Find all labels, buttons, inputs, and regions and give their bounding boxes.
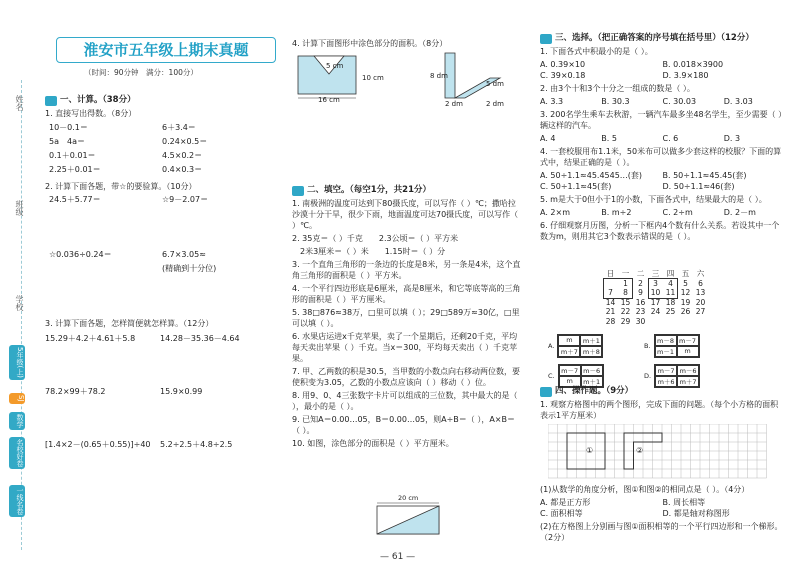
calendar-day: 14 (605, 297, 616, 307)
option-cell: m＋1 (581, 376, 603, 387)
answer-row: 0.1＋0.01＝ 4.5×0.2＝ (49, 151, 203, 160)
section-badge-icon (45, 96, 57, 106)
calendar-day: 26 (680, 307, 691, 316)
option-choice[interactable] (548, 334, 644, 358)
shape-1-label: ① (586, 446, 594, 455)
option-cell: m＋7 (558, 346, 580, 357)
calendar-highlight-box (603, 278, 633, 299)
fig1-height: 10 cm (362, 74, 384, 82)
calendar-day: 12 (680, 288, 691, 297)
fill-item: 10. 如图，涂色部分的面积是（ ）平方厘米。 (292, 439, 454, 448)
fill-item: 3. 一个直角三角形的一条边的长度是8米，另一条是4米，这个直角三角形的面积是（ ）平方米。 (292, 260, 521, 280)
question-4: 4. 计算下面图形中涂色部分的面积。（8分） (292, 39, 448, 48)
calendar-day: 29 (620, 316, 631, 326)
calendar-day (693, 317, 708, 327)
calendar-day: 8 (623, 288, 628, 297)
option-label: D. (644, 372, 652, 380)
calendar-day: 16 (635, 297, 646, 307)
option-cell: m (559, 376, 581, 387)
section-heading: 三、选择。（把正确答案的序号填在括号里）（12分） (540, 33, 785, 44)
calendar-weekday: 二 (636, 269, 645, 278)
answer-row: 10－0.1＝ 6＋3.4＝ (49, 123, 196, 132)
calendar-day: 4 (668, 278, 673, 288)
fig1-width: 16 cm (318, 96, 340, 104)
fig2-c: 5 dm (486, 80, 504, 88)
fill-item: 8. 用9、0、4三张数字卡片可以组成的三位数，其中最大的是（ ），最小的是（ ）。 (292, 391, 518, 411)
calendar-day: 20 (695, 297, 706, 307)
calendar-day: 22 (620, 307, 631, 316)
question-2: 2. 计算下面各题，带☆的要验算。（10分） (45, 182, 197, 191)
section-heading: 四、操作题。（9分） (540, 386, 785, 397)
option-cell: m－6 (677, 365, 699, 376)
question-1: 1. 直接写出得数。（8分） (45, 109, 137, 118)
option-cell: m－7 (559, 365, 581, 376)
fill-item: 2米3厘米＝（ ）米 1.15时＝（ ）分 (292, 247, 446, 256)
calendar-weekday: 一 (621, 269, 630, 278)
calendar-weekday: 六 (696, 269, 705, 278)
precision-note: (精确到十分位) (162, 264, 217, 273)
option-cell: m＋6 (655, 376, 677, 387)
calendar-day: 27 (695, 307, 706, 316)
option-choice[interactable] (644, 334, 740, 358)
option-cell: m (677, 346, 699, 357)
section-heading: 一、计算。（38分） (45, 95, 275, 106)
brand-tag: 一线名卷 (9, 485, 25, 517)
cut-line (21, 80, 22, 550)
calendar-day: 6 (698, 278, 703, 288)
fill-item: 2. 35克＝（ ）千克 2.3公顷＝（ ）平方米 (292, 234, 459, 243)
calendar-day (663, 317, 678, 327)
section-heading: 二、填空。（每空1分，共21分） (292, 185, 522, 196)
school-label: 学校 (15, 295, 24, 311)
answer-row: 5a 4a＝ 0.24×0.5＝ (49, 137, 208, 146)
page-title: 淮安市五年级上期末真题 (56, 37, 276, 63)
calendar-day: 24 (650, 307, 661, 316)
calendar-day: 9 (638, 288, 643, 297)
calendar-day: 19 (680, 297, 691, 307)
fill-item: 4. 一个平行四边形底是6厘米，高是8厘米，和它等底等高的三角形的面积是（ ）平方厘米。 (292, 284, 521, 304)
fig2-b: 2 dm (445, 100, 463, 108)
calendar-day: 21 (605, 307, 616, 316)
calendar-day: 11 (665, 288, 676, 297)
shape-2-label: ② (636, 446, 644, 455)
grade-tag: 5年级(上) (9, 345, 25, 380)
calendar-day: 28 (605, 316, 616, 326)
shaded-parallelogram-figure (440, 48, 510, 108)
operation-questions: (1)从数学的角度分析，图①和图②的相同点是（ ）。（4分） A. 都是正方形 B. 周长相等 C. 面积相等 D. 都是轴对称图形 (2)在方格图上分别画与图①面积相等的一个平行四边形和一个梯形。（2分） (540, 485, 783, 542)
column-3: 三、选择。（把正确答案的序号填在括号里）（12分） 1. 下面各式中积最小的是（ ）。 A. 0.39×10 B. 0.018×3900 C. 39×0.18 D. 3.9×180 2. 由3个十和3个十分之一组成的数是（ ）。 A. 3.3 B. 30.3 C. 30.03 D. 3.03 3. 200名学生乘车去秋游，一辆汽车最多坐48名学生，至少需要（ ）辆这样的汽车。 A. 4 B. 5 C. 6 D. 3 4. 一套校服用布1.1米，50米布可以做多少套这样的校服？下面的算式中，结果正确的是（ ）。 A. 50÷1.1≈45.4545…(套) B. 50÷1.1≈45.45(套) C. 50÷1.1≈45(套) D. 50÷1.1≈46(套) 5. m是大于0但小于1的小数，下面各式中，结果最大的是（ ）。 A. 2×m B. m÷2 C. 2÷m D. 2－m 6. 仔细观察月历图，分析一下框内4个数有什么关系。若设其中一个数为m，则用其它3个数表示错误的是（ ）。 (540, 30, 785, 244)
edition-tag: SJ (9, 393, 25, 404)
option-cell: m－8 (655, 335, 677, 346)
calendar-day: 18 (665, 297, 676, 307)
calendar-day: 7 (608, 288, 613, 297)
square-grid (548, 424, 778, 480)
calendar-day: 3 (653, 278, 658, 288)
option-cell: m－6 (581, 365, 603, 376)
calendar-highlight-box (648, 278, 678, 299)
calendar-day: 2 (638, 278, 643, 288)
calendar-day: 25 (665, 307, 676, 316)
option-label: A. (548, 342, 555, 350)
option-cell: m＋7 (677, 376, 699, 387)
fig2-a: 8 dm (430, 72, 448, 80)
calendar-day (648, 317, 663, 327)
section-badge-icon (540, 34, 552, 44)
fill-in-section (292, 182, 522, 451)
calendar-weekday: 三 (651, 269, 660, 278)
fill-item: 9. 已知A＝0.00…05，B＝0.00…05，则A÷B＝（ ），A×B＝（ ）。 (292, 415, 515, 435)
calendar-day: 17 (650, 297, 661, 307)
calendar-weekday: 四 (666, 269, 675, 278)
class-label: 班级 (15, 200, 24, 216)
option-label: B. (644, 342, 651, 350)
calendar-day: 5 (683, 278, 688, 288)
fill-item: 1. 南极洲的温度可达到下80摄氏度，可以写作（ ）℃；撒哈拉沙漠十分干旱，很少下雨，地面温度可达70摄氏度，可以写作（ ）℃。 (292, 199, 519, 230)
calendar-weekday: 日 (606, 269, 615, 278)
answer-row: 2.25＋0.01＝ 0.4×0.3＝ (49, 165, 203, 174)
option-cell: m＋8 (580, 346, 602, 357)
series-tag: 名校好卷 (9, 437, 25, 469)
calendar-day: 15 (620, 297, 631, 307)
calendar-day: 13 (695, 288, 706, 297)
name-label: 姓名 (15, 95, 24, 111)
question-3: 3. 计算下面各题，怎样简便就怎样算。（12分） (45, 319, 214, 328)
option-cell: m＋1 (580, 335, 602, 346)
fig-width-label: 20 cm (398, 494, 419, 502)
calendar-day: 10 (650, 288, 661, 297)
option-cell: m－7 (655, 365, 677, 376)
option-cell: m (558, 335, 580, 346)
column-1: 一、计算。（38分） 1. 直接写出得数。（8分） 10－0.1＝ 6＋3.4＝ 5a 4a＝ 0.24×0.5＝ 0.1＋0.01＝ 4.5×0.2＝ 2.25＋0.01＝ 0.4×0.3＝ 2. 计算下面各题，带☆的要验算。（10分） 24.5＋5.77＝ ☆9－2.07＝ ☆0.036÷0.24＝ 6.7×3.05≈ (精确到十分位) 3. 计算下面各题，怎样简便就怎样算。（12分） 15.29＋4.2＋4.61＋5.8 14.28－35.36－4.64 78.2×99＋78.2 15.9×0.99 [1.4×2－(0.65＋0.55)]÷40 5.2÷2.5＋4.8÷2.5 (45, 92, 275, 450)
fill-item: 7. 甲、乙两数的积是30.5，当甲数的小数点向右移动两位数，要使积变为3.05，乙数的小数点应该向（ ）移动（ ）位。 (292, 367, 520, 387)
option-label: C. (548, 372, 555, 380)
section-badge-icon (540, 387, 552, 397)
operation-section: 四、操作题。（9分） 1. 观察方格图中的两个图形，完成下面的问题。（每个小方格的面积表示1平方厘米） (540, 383, 785, 423)
fig2-d: 2 dm (486, 100, 504, 108)
calendar-grid (603, 269, 708, 326)
page-number: — 61 — (380, 552, 416, 562)
binding-sidebar (0, 0, 36, 573)
fill-item: 5. 38□876≈38万，□里可以填（ ）；29□589万≈30亿，□里可以填（ ）。 (292, 308, 520, 328)
calendar-day: 23 (635, 307, 646, 316)
calendar-day: 30 (635, 316, 646, 326)
option-cell: m－1 (655, 346, 677, 357)
fill-item: 6. 水果店运进x千克苹果，卖了一个星期后，还剩20千克，平均每天卖出苹果（ ）千克。当x＝300，平均每天卖出（ ）千克苹果。 (292, 332, 518, 363)
triangle-area-figure (375, 500, 445, 538)
subject-tag: 数学 (9, 412, 25, 430)
option-cell: m－7 (677, 335, 699, 346)
calendar-day: 1 (623, 278, 628, 288)
calendar-weekday: 五 (681, 269, 690, 278)
calendar-day (678, 317, 693, 327)
fig1-inner: 5 cm (326, 62, 344, 70)
exam-info: （时间：90分钟 满分：100分） (84, 68, 198, 77)
section-badge-icon (292, 186, 304, 196)
